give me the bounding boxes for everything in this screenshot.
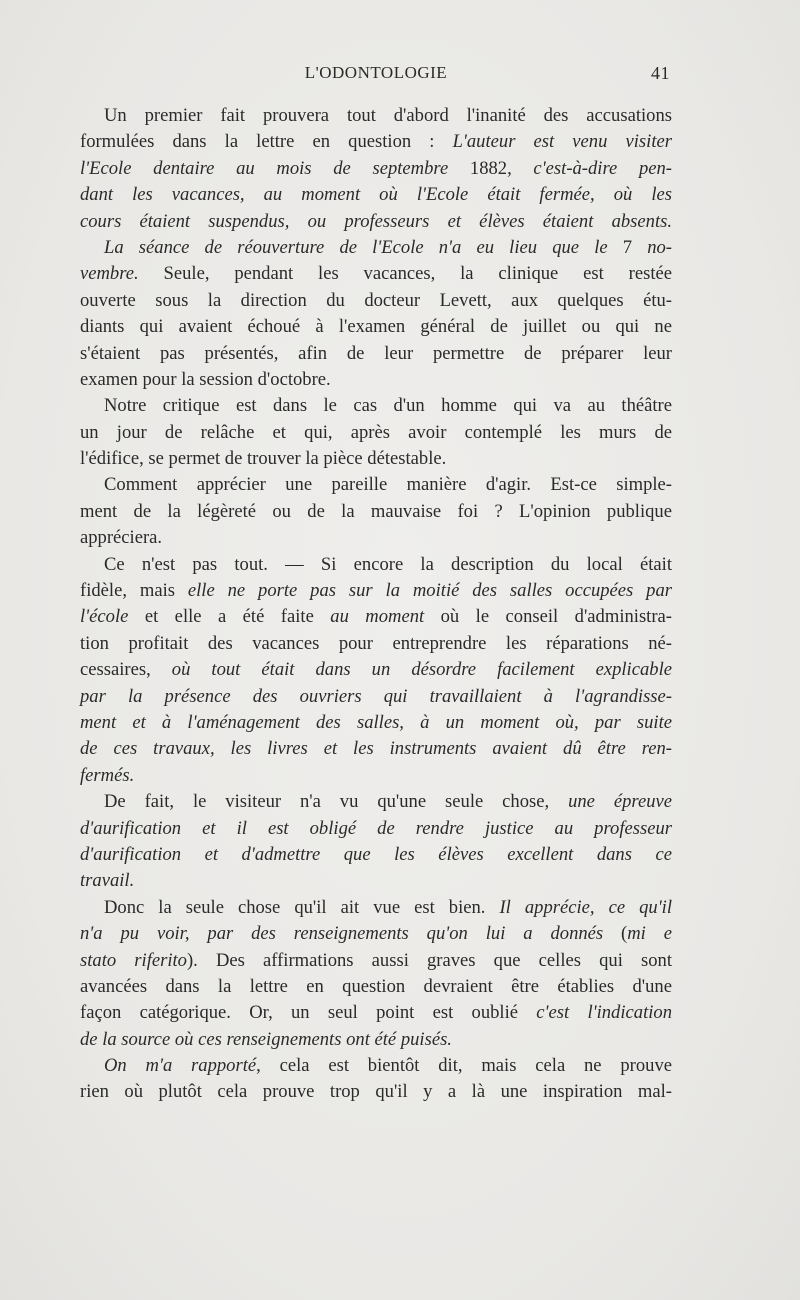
roman-text: façon catégorique. Or, un seul point est oublié bbox=[80, 1002, 537, 1024]
italic-text: une épreuve bbox=[568, 791, 672, 813]
italic-text: l'Ecole dentaire au mois de septembre bbox=[80, 157, 470, 179]
italic-text: On m'a rapporté bbox=[104, 1055, 257, 1077]
text-line bbox=[80, 763, 672, 789]
roman-text: un jour de relâche et qui, après avoir contemplé les murs de bbox=[80, 421, 672, 443]
italic-text: L'auteur est venu visiter bbox=[452, 131, 672, 153]
text-line bbox=[80, 261, 672, 287]
text-line bbox=[80, 393, 672, 419]
italic-text: , c'est-à-dire pen- bbox=[507, 157, 672, 179]
text-line bbox=[80, 1079, 672, 1105]
text-line bbox=[80, 129, 672, 155]
body-text bbox=[80, 103, 672, 1106]
text-line bbox=[80, 789, 672, 815]
text-line bbox=[80, 472, 672, 498]
text-line bbox=[80, 209, 672, 235]
page-number: 41 bbox=[651, 63, 670, 83]
text-line bbox=[80, 895, 672, 921]
text-line bbox=[80, 499, 672, 525]
roman-text: examen pour la session d'octobre. bbox=[80, 368, 331, 390]
italic-text: l'école bbox=[80, 606, 129, 628]
roman-text: De fait, le visiteur n'a vu qu'une seule chose, bbox=[104, 791, 569, 813]
italic-text: n'a pu voir, par des renseignements qu'on lui a donnés bbox=[80, 923, 604, 945]
text-line bbox=[80, 868, 672, 894]
italic-text: cours étaient suspendus, ou professeurs et élèves étaient absents. bbox=[80, 210, 672, 232]
text-line bbox=[80, 182, 672, 208]
italic-text: où tout était dans un désordre facilement explicable bbox=[171, 659, 672, 681]
italic-text: ment et à l'aménagement des salles, à un moment où, par suite bbox=[80, 711, 672, 733]
text-line bbox=[80, 578, 672, 604]
text-line bbox=[80, 288, 672, 314]
text-line bbox=[80, 103, 672, 129]
running-head bbox=[82, 63, 670, 87]
italic-text: de la source où ces renseignements ont été puisés. bbox=[80, 1028, 452, 1050]
roman-text: diants qui avaient échoué à l'examen général de juillet ou qui ne bbox=[80, 316, 672, 338]
text-line bbox=[80, 235, 672, 261]
roman-text: l'édifice, se permet de trouver la pièce détestable. bbox=[80, 448, 447, 470]
roman-text: Notre critique est dans le cas d'un homme qui va au théâtre bbox=[104, 395, 672, 417]
text-line bbox=[80, 341, 672, 367]
text-line bbox=[80, 736, 672, 762]
roman-text: et elle a été faite bbox=[128, 606, 331, 628]
roman-text: Seule, pendant les vacances, la clinique est restée bbox=[138, 263, 672, 285]
roman-text: Un premier fait prouvera tout d'abord l'inanité des accusations bbox=[104, 105, 672, 126]
italic-text: par la présence des ouvriers qui travaillaient à l'agrandisse- bbox=[80, 685, 672, 707]
text-line bbox=[80, 156, 672, 182]
roman-text: ). Des affirmations aussi graves que celles qui sont bbox=[186, 949, 672, 971]
text-line bbox=[80, 657, 672, 683]
text-line bbox=[80, 525, 672, 551]
text-line bbox=[80, 974, 672, 1000]
roman-text: avancées dans la lettre en question devraient être établies d'une bbox=[80, 975, 672, 997]
roman-text: tion profitait des vacances pour entreprendre les réparations né- bbox=[80, 632, 672, 654]
italic-text: d'aurification et il est obligé de rendre justice au professeur bbox=[80, 817, 672, 839]
italic-text: elle ne porte pas sur la moitié des salles occupées par bbox=[187, 580, 673, 602]
roman-text: ouverte sous la direction du docteur Levett, aux quelques étu- bbox=[80, 289, 672, 311]
text-line bbox=[80, 816, 672, 842]
text-line bbox=[80, 842, 672, 868]
text-line bbox=[80, 367, 672, 393]
roman-text: Ce n'est pas tout. — Si encore la description du local était bbox=[104, 553, 672, 575]
roman-text: 1882 bbox=[469, 157, 508, 179]
roman-text: cessaires, bbox=[80, 659, 172, 681]
text-line bbox=[80, 948, 672, 974]
running-title: L'ODONTOLOGIE bbox=[304, 63, 448, 82]
text-line bbox=[80, 314, 672, 340]
roman-text: où le conseil d'administra- bbox=[424, 606, 672, 628]
italic-text: no- bbox=[632, 236, 672, 258]
italic-text: fermés. bbox=[80, 764, 135, 786]
text-line bbox=[80, 631, 672, 657]
italic-text: La séance de réouverture de l'Ecole n'a eu lieu que le bbox=[104, 236, 623, 258]
roman-text: Comment apprécier une pareille manière d'agir. Est-ce simple- bbox=[104, 474, 672, 496]
roman-text: rien où plutôt cela prouve trop qu'il y a là une inspiration mal- bbox=[80, 1081, 672, 1103]
text-line bbox=[80, 710, 672, 736]
italic-text: stato riferito bbox=[80, 949, 187, 971]
text-line bbox=[80, 921, 672, 947]
roman-text: ment de la légèreté ou de la mauvaise foi ? L'opinion publique bbox=[80, 500, 672, 522]
text-line bbox=[80, 1027, 672, 1053]
italic-text: au moment bbox=[330, 606, 425, 628]
italic-text: de ces travaux, les livres et les instruments avaient dû être ren- bbox=[80, 738, 672, 760]
text-line bbox=[80, 604, 672, 630]
roman-text: Donc la seule chose qu'il ait vue est bien. bbox=[104, 896, 500, 918]
text-line bbox=[80, 552, 672, 578]
italic-text: mi e bbox=[627, 923, 672, 945]
italic-text: c'est l'indication bbox=[536, 1002, 672, 1024]
text-line bbox=[80, 420, 672, 446]
italic-text: travail. bbox=[80, 870, 135, 892]
roman-text: ( bbox=[603, 923, 628, 945]
roman-text: s'étaient pas présentés, afin de leur permettre de préparer leur bbox=[80, 342, 672, 364]
roman-text: 7 bbox=[622, 236, 633, 258]
italic-text: Il apprécie, ce qu'il bbox=[499, 896, 673, 918]
text-line bbox=[80, 1000, 672, 1026]
roman-text: , cela est bientôt dit, mais cela ne prouve bbox=[256, 1055, 672, 1077]
italic-text: d'aurification et d'admettre que les élèves excellent dans ce bbox=[80, 843, 672, 865]
text-line bbox=[80, 684, 672, 710]
text-line bbox=[80, 446, 672, 472]
roman-text: appréciera. bbox=[80, 527, 163, 549]
roman-text: fidèle, mais bbox=[80, 580, 188, 602]
text-line bbox=[80, 1053, 672, 1079]
italic-text: vembre. bbox=[80, 263, 139, 285]
italic-text: dant les vacances, au moment où l'Ecole était fermée, où les bbox=[80, 184, 672, 206]
roman-text: formulées dans la lettre en question : bbox=[80, 131, 453, 153]
